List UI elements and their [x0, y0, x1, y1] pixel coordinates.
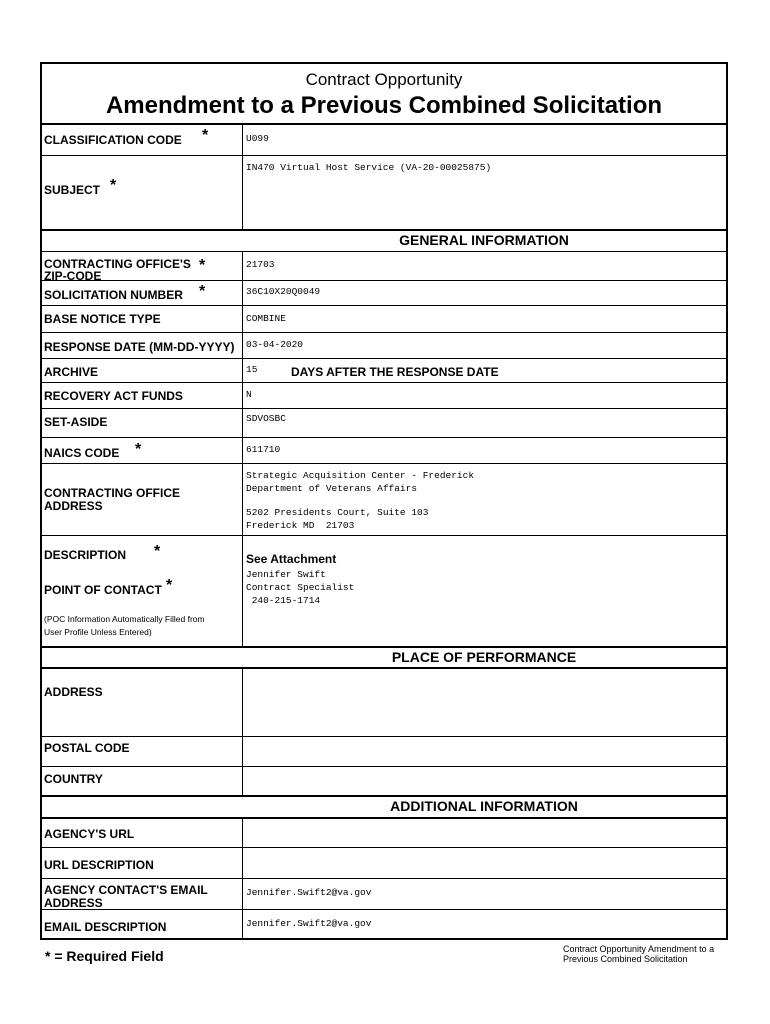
column-divider: [242, 817, 243, 940]
pop-address-label: ADDRESS: [44, 685, 103, 699]
archive-label: ARCHIVE: [44, 365, 99, 379]
solicitation-number-label: SOLICITATION NUMBER: [44, 288, 183, 302]
divider: [42, 817, 726, 819]
pop-country-label: COUNTRY: [44, 772, 103, 786]
form-name-line2: Previous Combined Solicitation: [563, 954, 688, 964]
required-marker: *: [202, 127, 209, 144]
divider: [42, 358, 726, 359]
solicitation-form: [40, 62, 728, 940]
description-value: See Attachment: [246, 552, 337, 566]
url-description-label: URL DESCRIPTION: [44, 858, 154, 872]
email-description-value: Jennifer.Swift2@va.gov: [246, 918, 372, 929]
section-general-information: GENERAL INFORMATION: [399, 232, 569, 248]
divider: [42, 535, 726, 536]
response-date-label: RESPONSE DATE (MM-DD-YYYY): [44, 340, 235, 354]
required-marker: *: [199, 257, 206, 274]
email-description-label: EMAIL DESCRIPTION: [44, 920, 167, 934]
archive-value: 15: [246, 364, 258, 375]
classification-code-value: U099: [246, 133, 269, 144]
contracting-office-address-line1: Strategic Acquisition Center - Frederick: [246, 470, 475, 481]
description-label: DESCRIPTION: [44, 548, 127, 562]
column-divider: [242, 251, 243, 646]
set-aside-label: SET-ASIDE: [44, 415, 108, 429]
contracting-office-address-line2: Department of Veterans Affairs: [246, 483, 418, 494]
form-name-footer: [563, 944, 733, 964]
poc-note-line2: User Profile Unless Entered): [44, 627, 152, 637]
divider: [42, 766, 726, 767]
divider: [42, 736, 726, 737]
poc-title: Contract Specialist: [246, 582, 355, 593]
required-marker: *: [199, 283, 206, 300]
divider: [42, 463, 726, 464]
agency-contact-email-value: Jennifer.Swift2@va.gov: [246, 887, 372, 898]
divider: [42, 646, 726, 648]
agency-contact-email-label-line2: ADDRESS: [44, 896, 103, 910]
column-divider: [242, 123, 243, 229]
column-divider: [242, 667, 243, 795]
divider: [42, 229, 726, 231]
point-of-contact-label: POINT OF CONTACT: [44, 583, 162, 597]
divider: [42, 847, 726, 848]
contracting-office-address-line3: 5202 Presidents Court, Suite 103: [246, 507, 429, 518]
subject-value: IN470 Virtual Host Service (VA-20-00025875): [246, 162, 492, 173]
divider: [42, 437, 726, 438]
required-marker: *: [110, 177, 117, 194]
zip-code-label-line2: ZIP-CODE: [44, 269, 102, 283]
pop-postal-code-label: POSTAL CODE: [44, 741, 130, 755]
poc-phone: 240-215-1714: [246, 595, 321, 606]
poc-name: Jennifer Swift: [246, 569, 326, 580]
zip-code-value: 21703: [246, 259, 275, 270]
base-notice-type-value: COMBINE: [246, 313, 286, 324]
divider: [42, 123, 726, 125]
section-place-of-performance: PLACE OF PERFORMANCE: [391, 649, 577, 665]
divider: [42, 909, 726, 910]
recovery-act-funds-value: N: [246, 389, 252, 400]
naics-code-label: NAICS CODE: [44, 446, 120, 460]
poc-note-line1: (POC Information Automatically Filled from: [44, 614, 205, 624]
form-subtitle: Contract Opportunity: [305, 70, 463, 89]
subject-label: SUBJECT: [44, 183, 101, 197]
contracting-office-address-label-line2: ADDRESS: [44, 499, 103, 513]
naics-code-value: 611710: [246, 444, 281, 455]
classification-code-label: CLASSIFICATION CODE: [44, 133, 182, 147]
divider: [42, 878, 726, 879]
response-date-value: 03-04-2020: [246, 339, 304, 350]
set-aside-value: SDVOSBC: [246, 413, 286, 424]
section-additional-information: ADDITIONAL INFORMATION: [390, 798, 578, 814]
agency-url-label: AGENCY'S URL: [44, 827, 135, 841]
solicitation-number-value: 36C10X20Q0049: [246, 286, 321, 297]
required-marker: *: [166, 577, 173, 594]
base-notice-type-label: BASE NOTICE TYPE: [44, 312, 161, 326]
divider: [42, 382, 726, 383]
required-field-note: * = Required Field: [45, 948, 164, 964]
divider: [42, 305, 726, 306]
divider: [42, 251, 726, 252]
form-name-line1: Contract Opportunity Amendment to a: [563, 944, 715, 954]
divider: [42, 667, 726, 669]
divider: [42, 332, 726, 333]
form-title: Amendment to a Previous Combined Solicitation: [105, 92, 663, 119]
contracting-office-address-line4: Frederick MD 21703: [246, 520, 355, 531]
divider: [42, 280, 726, 281]
required-marker: *: [135, 441, 142, 458]
divider: [42, 795, 726, 797]
archive-suffix: DAYS AFTER THE RESPONSE DATE: [291, 365, 499, 379]
divider: [42, 408, 726, 409]
required-marker: *: [154, 543, 161, 560]
agency-contact-email-label: AGENCY CONTACT'S EMAIL: [44, 883, 208, 897]
recovery-act-funds-label: RECOVERY ACT FUNDS: [44, 389, 183, 403]
zip-code-label: CONTRACTING OFFICE'S: [44, 257, 191, 271]
contracting-office-address-label: CONTRACTING OFFICE: [44, 486, 180, 500]
divider: [42, 155, 726, 156]
